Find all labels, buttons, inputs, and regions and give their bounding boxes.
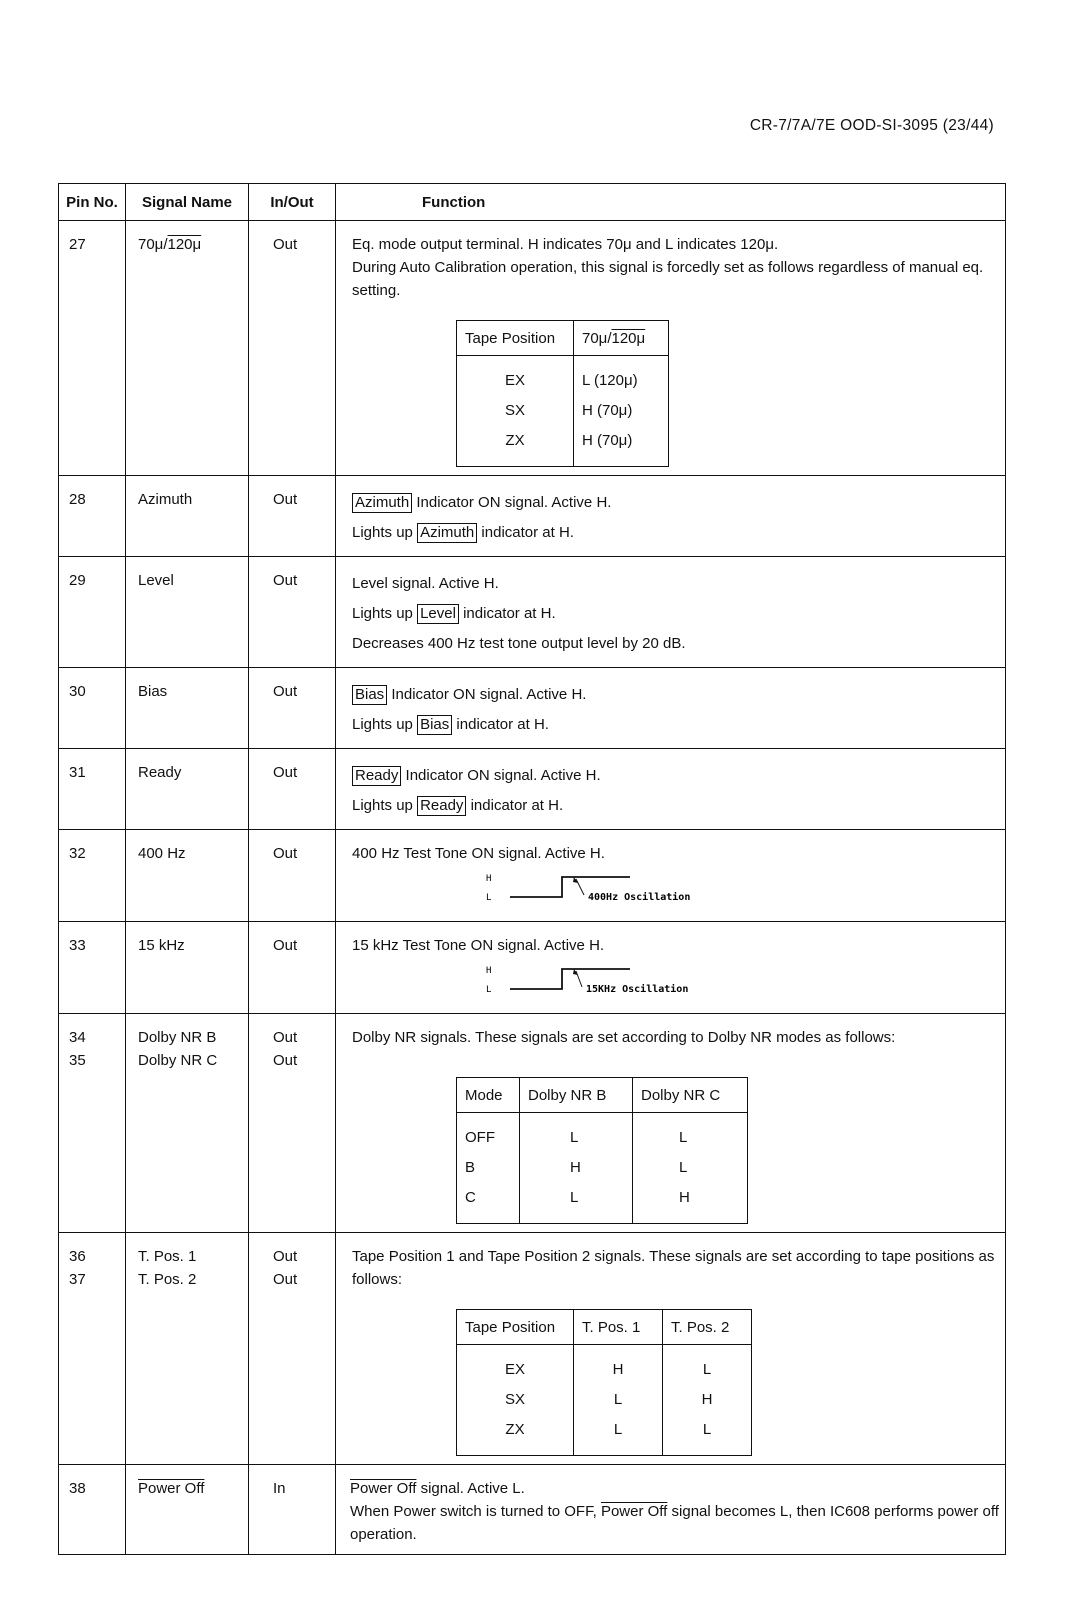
wave-high-label: H (486, 966, 492, 976)
in-out: Out (273, 491, 298, 508)
pin-number: 27 (69, 236, 86, 253)
table-row (59, 557, 1006, 668)
indicator-box: Ready (352, 766, 401, 786)
wave-pointer-arrow (573, 877, 578, 883)
table-row (59, 922, 1006, 1014)
function-text: Power Off signal. Active L. When Power switch is turned to OFF, Power Off signal becomes L, then IC608 performs power off operation. (350, 1480, 999, 1543)
signal-name: Dolby NR B Dolby NR C (138, 1029, 218, 1069)
signal-name: 15 kHz (138, 937, 185, 954)
in-out: Out (273, 937, 298, 954)
table-row (59, 1465, 1006, 1555)
pin-number: 38 (69, 1480, 86, 1497)
pin-number: 29 (69, 572, 86, 589)
wave-annotation: 15KHz Oscillation (586, 984, 689, 995)
document-reference: CR-7/7A/7E OOD-SI-3095 (23/44) (749, 117, 994, 134)
indicator-box: Bias (352, 685, 387, 705)
signal-name: Level (138, 572, 174, 589)
function-text: Eq. mode output terminal. H indicates 70μ and L indicates 120μ. During Auto Calibration operation, this signal is forcedly set as follows regardless of manual eq. setting. Tape Position 70μ/120μ EX SX ZX L (120μ) H (70μ) H (70μ) (336, 221, 1005, 475)
table-row (59, 830, 1006, 922)
col-inout-header: In/Out (249, 184, 336, 221)
in-out: In (273, 1480, 286, 1497)
indicator-box: Level (417, 604, 459, 624)
function-text: 15 kHz Test Tone ON signal. Active H. H L 15KHz Oscillation (336, 922, 1005, 1005)
pin-number: 34 35 (69, 1029, 86, 1069)
indicator-box: Bias (417, 715, 452, 735)
wave-low-label: L (486, 893, 492, 903)
col-pin-header: Pin No. (59, 184, 126, 221)
col-signal-header: Signal Name (126, 184, 249, 221)
wave-high-label: H (486, 874, 492, 884)
function-text: Azimuth Indicator ON signal. Active H. Lights up Azimuth indicator at H. (352, 494, 612, 541)
in-out: Out Out (273, 1029, 298, 1069)
table-row (59, 221, 1006, 476)
tape-position-subtable: Tape Position T. Pos. 1 T. Pos. 2 EX SX ZX H L L L H L (456, 1309, 752, 1456)
function-text: Level signal. Active H. Lights up Level indicator at H. Decreases 400 Hz test tone output level by 20 dB. (352, 575, 686, 652)
table-row (59, 668, 1006, 749)
function-text: 400 Hz Test Tone ON signal. Active H. H L 400Hz Oscillation (336, 830, 1005, 913)
table-row (59, 1014, 1006, 1233)
pin-number: 28 (69, 491, 86, 508)
pin-number: 32 (69, 845, 86, 862)
signal-name: Azimuth (138, 491, 193, 508)
signal-name: Power Off (138, 1480, 205, 1497)
wave-pointer-arrow (573, 969, 578, 975)
table-row (59, 749, 1006, 830)
indicator-box: Ready (417, 796, 466, 816)
pin-number: 33 (69, 937, 86, 954)
eq-mode-subtable: Tape Position 70μ/120μ EX SX ZX L (120μ) H (70μ) H (70μ) (456, 320, 669, 467)
signal-name: 70μ/120μ (138, 236, 202, 253)
signal-name: Ready (138, 764, 182, 781)
table-row (59, 1233, 1006, 1465)
pin-number: 30 (69, 683, 86, 700)
signal-name: T. Pos. 1 T. Pos. 2 (138, 1248, 197, 1288)
dolby-mode-subtable: Mode Dolby NR B Dolby NR C OFF B C L H L L L H (456, 1077, 748, 1224)
in-out: Out (273, 683, 298, 700)
in-out: Out (273, 572, 298, 589)
function-text: Tape Position 1 and Tape Position 2 signals. These signals are set according to tape positions as follows: Tape Position T. Pos. 1 T. Pos. 2 EX SX ZX H L L L H L (336, 1233, 1005, 1464)
pin-function-table (58, 183, 1006, 1555)
signal-name: Bias (138, 683, 168, 700)
signal-name: 400 Hz (138, 845, 186, 862)
in-out: Out (273, 236, 298, 253)
waveform-diagram (352, 869, 712, 905)
table-header-row (59, 184, 1006, 221)
indicator-box: Azimuth (352, 493, 412, 513)
pin-number: 31 (69, 764, 86, 781)
wave-low-label: L (486, 985, 492, 995)
table-row (59, 476, 1006, 557)
function-text: Bias Indicator ON signal. Active H. Lights up Bias indicator at H. (352, 686, 587, 733)
waveform-diagram (352, 961, 712, 997)
in-out: Out Out (273, 1248, 298, 1288)
pin-number: 36 37 (69, 1248, 86, 1288)
wave-pointer-line (576, 879, 584, 895)
col-function-header: Function (336, 184, 1006, 221)
function-text: Dolby NR signals. These signals are set according to Dolby NR modes as follows: Mode Dolby NR B Dolby NR C OFF B C L H L L L H (336, 1014, 1005, 1232)
function-text: Ready Indicator ON signal. Active H. Lights up Ready indicator at H. (352, 767, 601, 814)
in-out: Out (273, 845, 298, 862)
indicator-box: Azimuth (417, 523, 477, 543)
in-out: Out (273, 764, 298, 781)
wave-annotation: 400Hz Oscillation (588, 892, 691, 903)
